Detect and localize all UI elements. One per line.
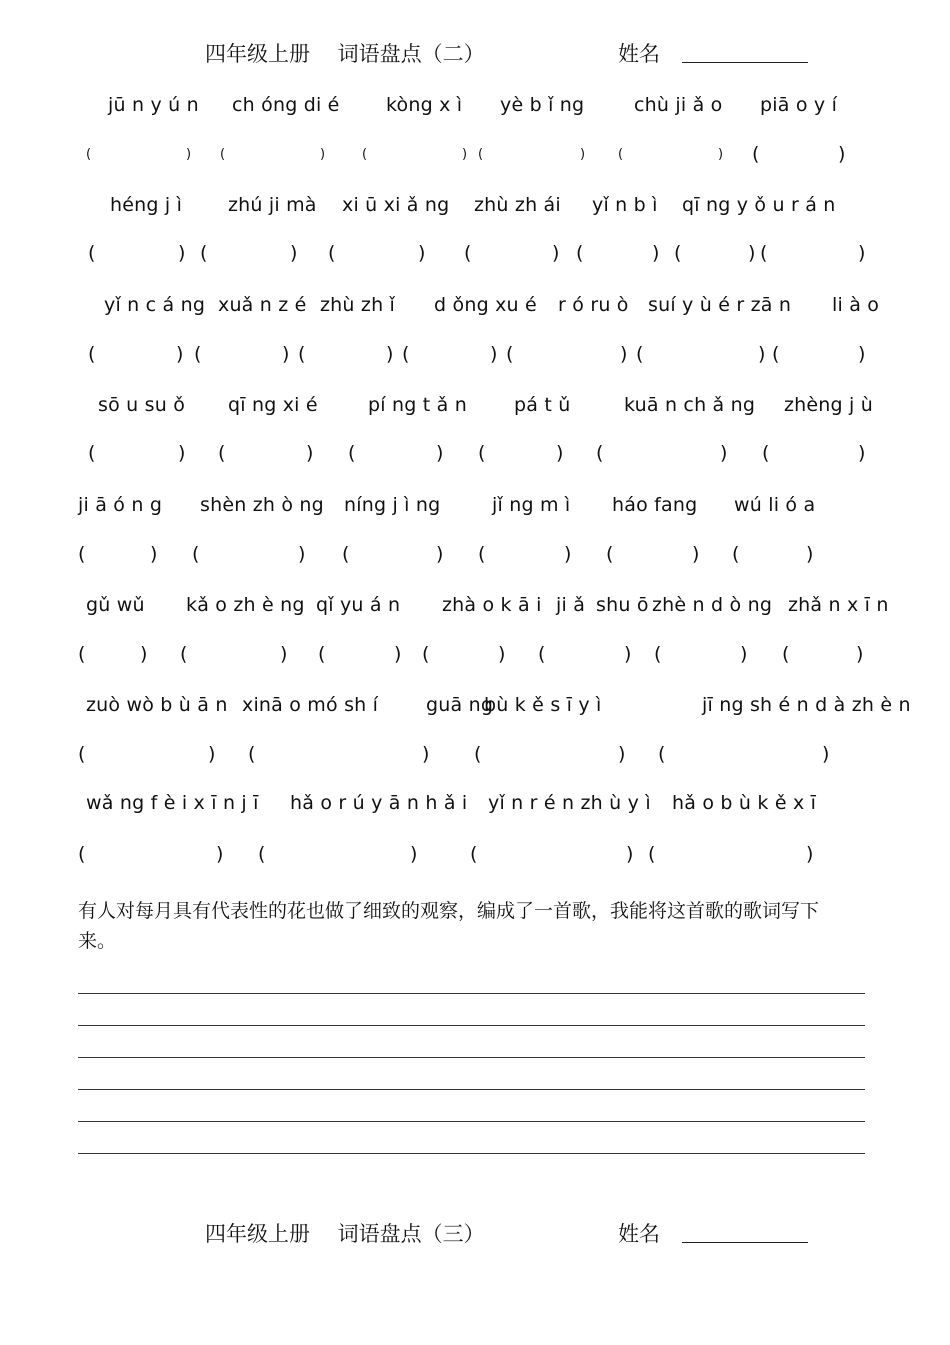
- close-paren: ): [280, 643, 288, 665]
- pinyin-word: pá t ǔ: [514, 394, 571, 416]
- open-paren: (: [732, 543, 740, 565]
- pinyin-word: zhú ji mà: [228, 194, 317, 216]
- pinyin-word: yè b ǐ ng: [500, 94, 585, 116]
- open-paren: (: [88, 442, 96, 464]
- open-paren: (: [328, 242, 336, 264]
- worksheet-header: [0, 38, 950, 68]
- name-label: 姓名: [618, 42, 660, 66]
- pinyin-word: níng j ì ng: [344, 494, 441, 516]
- open-paren: (: [506, 343, 514, 365]
- open-paren: (: [658, 743, 666, 765]
- pinyin-word: guā ng: [426, 694, 494, 716]
- pinyin-word: hǎ o b ù k ě x ī: [672, 792, 817, 814]
- name-label: 姓名: [618, 1222, 660, 1246]
- pinyin-word: jū n y ú n: [108, 94, 199, 116]
- open-paren: (: [180, 643, 188, 665]
- answer-row: [0, 242, 950, 270]
- open-paren: (: [88, 343, 96, 365]
- close-paren: ): [564, 543, 572, 565]
- open-paren: (: [478, 543, 486, 565]
- open-paren: (: [474, 743, 482, 765]
- writing-line[interactable]: [78, 1057, 865, 1058]
- open-paren: (: [478, 442, 486, 464]
- pinyin-word: xi ū xi ǎ ng: [342, 194, 450, 216]
- open-paren: (: [298, 343, 306, 365]
- close-paren: ): [806, 543, 814, 565]
- open-paren: (: [674, 242, 682, 264]
- close-paren: ): [856, 643, 864, 665]
- pinyin-word: chù ji ǎ o: [634, 94, 723, 116]
- pinyin-word: ch óng di é: [232, 94, 340, 116]
- pinyin-word: kǎ o zh è ng: [186, 594, 305, 616]
- open-paren: (: [362, 147, 368, 162]
- close-paren: ): [498, 643, 506, 665]
- open-paren: (: [78, 543, 86, 565]
- pinyin-row: [0, 594, 950, 622]
- writing-line[interactable]: [78, 1089, 865, 1090]
- pinyin-word: zhù zh ái: [474, 194, 561, 216]
- close-paren: ): [208, 743, 216, 765]
- writing-line[interactable]: [78, 1121, 865, 1122]
- pinyin-word: yǐ n b ì: [592, 194, 658, 216]
- close-paren: ): [436, 442, 444, 464]
- open-paren: (: [654, 643, 662, 665]
- pinyin-row: [0, 394, 950, 422]
- open-paren: (: [478, 147, 484, 162]
- open-paren: (: [422, 643, 430, 665]
- close-paren: ): [150, 543, 158, 565]
- pinyin-word: jǐ ng m ì: [492, 494, 571, 516]
- close-paren: ): [620, 343, 628, 365]
- close-paren: ): [624, 643, 632, 665]
- close-paren: ): [306, 442, 314, 464]
- pinyin-word: zhǎ n x ī n: [788, 594, 889, 616]
- open-paren: (: [636, 343, 644, 365]
- pinyin-word: qǐ yu á n: [316, 594, 401, 616]
- pinyin-row: [0, 94, 950, 122]
- pinyin-word: jī ng sh é n d à zh è n: [702, 694, 911, 716]
- open-paren: (: [78, 743, 86, 765]
- open-paren: (: [402, 343, 410, 365]
- pinyin-word: sō u su ǒ: [98, 394, 186, 416]
- open-paren: (: [470, 843, 478, 865]
- close-paren: ): [386, 343, 394, 365]
- pinyin-word: yǐ n c á ng: [104, 294, 206, 316]
- pinyin-row: [0, 694, 950, 722]
- close-paren: ): [556, 442, 564, 464]
- open-paren: (: [258, 843, 266, 865]
- close-paren: ): [490, 343, 498, 365]
- close-paren: ): [720, 442, 728, 464]
- answer-row: [0, 643, 950, 671]
- close-paren: ): [140, 643, 148, 665]
- open-paren: (: [782, 643, 790, 665]
- open-paren: (: [88, 242, 96, 264]
- pinyin-word: bù k ě s ī y ì: [484, 694, 602, 716]
- pinyin-word: ji ǎ: [556, 594, 586, 616]
- pinyin-word: zhù zh ǐ: [320, 294, 396, 316]
- close-paren: ): [838, 143, 846, 165]
- open-paren: (: [752, 143, 760, 165]
- close-paren: ): [394, 643, 402, 665]
- open-paren: (: [464, 242, 472, 264]
- pinyin-word: r ó ru ò: [558, 294, 629, 316]
- answer-row: [0, 442, 950, 470]
- name-blank[interactable]: [682, 1242, 808, 1243]
- close-paren: ): [320, 147, 326, 162]
- pinyin-word: zhè n d ò ng: [652, 594, 773, 616]
- open-paren: (: [318, 643, 326, 665]
- open-paren: (: [618, 147, 624, 162]
- pinyin-row: [0, 792, 950, 820]
- close-paren: ): [618, 743, 626, 765]
- writing-line[interactable]: [78, 993, 865, 994]
- close-paren: ): [216, 843, 224, 865]
- close-paren: ): [748, 242, 756, 264]
- pinyin-word: ji ā ó n g: [78, 494, 163, 516]
- close-paren: ): [186, 147, 192, 162]
- open-paren: (: [648, 843, 656, 865]
- pinyin-word: gǔ wǔ: [86, 594, 145, 616]
- open-paren: (: [192, 543, 200, 565]
- pinyin-word: d ǒng xu é: [434, 294, 537, 316]
- close-paren: ): [718, 147, 724, 162]
- close-paren: ): [652, 242, 660, 264]
- close-paren: ): [740, 643, 748, 665]
- pinyin-word: zhèng j ù: [784, 394, 874, 416]
- pinyin-word: xuǎ n z é: [218, 294, 307, 316]
- worksheet-header: [0, 1218, 950, 1248]
- close-paren: ): [580, 147, 586, 162]
- pinyin-word: wú li ó a: [734, 494, 816, 516]
- pinyin-word: héng j ì: [110, 194, 183, 216]
- close-paren: ): [552, 242, 560, 264]
- close-paren: ): [692, 543, 700, 565]
- pinyin-word: kuā n ch ǎ ng: [624, 394, 756, 416]
- close-paren: ): [176, 343, 184, 365]
- open-paren: (: [218, 442, 226, 464]
- pinyin-word: suí y ù é r zā n: [648, 294, 792, 316]
- worksheet-title: 四年级上册 词语盘点（三）: [205, 1222, 485, 1246]
- close-paren: ): [626, 843, 634, 865]
- close-paren: ): [858, 343, 866, 365]
- open-paren: (: [596, 442, 604, 464]
- pinyin-word: pí ng t ǎ n: [368, 394, 467, 416]
- writing-line[interactable]: [78, 1153, 865, 1154]
- pinyin-word: kòng x ì: [386, 94, 463, 116]
- open-paren: (: [772, 343, 780, 365]
- open-paren: (: [576, 242, 584, 264]
- pinyin-word: li à o: [832, 294, 880, 316]
- pinyin-word: wǎ ng f è i x ī n j ī: [86, 792, 259, 814]
- answer-row: [0, 743, 950, 771]
- close-paren: ): [418, 242, 426, 264]
- open-paren: (: [78, 643, 86, 665]
- open-paren: (: [348, 442, 356, 464]
- pinyin-word: xinā o mó sh í: [242, 694, 379, 716]
- close-paren: ): [178, 442, 186, 464]
- writing-line[interactable]: [78, 1025, 865, 1026]
- answer-row: [0, 543, 950, 571]
- open-paren: (: [248, 743, 256, 765]
- close-paren: ): [298, 543, 306, 565]
- writing-prompt: 有人对每月具有代表性的花也做了细致的观察，编成了一首歌，我能将这首歌的歌词写下来。: [78, 900, 820, 952]
- close-paren: ): [436, 543, 444, 565]
- pinyin-word: yǐ n r é n zh ù y ì: [488, 792, 651, 814]
- pinyin-word: zhà o k ā i: [442, 594, 542, 616]
- pinyin-word: háo fang: [612, 494, 698, 516]
- open-paren: (: [220, 147, 226, 162]
- pinyin-row: [0, 194, 950, 222]
- pinyin-row: [0, 494, 950, 522]
- close-paren: ): [282, 343, 290, 365]
- answer-row: [0, 343, 950, 371]
- open-paren: (: [538, 643, 546, 665]
- close-paren: ): [422, 743, 430, 765]
- answer-row: [0, 843, 950, 871]
- open-paren: (: [200, 242, 208, 264]
- close-paren: ): [410, 843, 418, 865]
- close-paren: ): [462, 147, 468, 162]
- open-paren: (: [760, 242, 768, 264]
- open-paren: (: [762, 442, 770, 464]
- pinyin-word: shèn zh ò ng: [200, 494, 324, 516]
- pinyin-word: qī ng y ǒ u r á n: [682, 194, 836, 216]
- pinyin-word: hǎ o r ú y ā n h ǎ i: [290, 792, 468, 814]
- open-paren: (: [606, 543, 614, 565]
- close-paren: ): [858, 242, 866, 264]
- close-paren: ): [822, 743, 830, 765]
- open-paren: (: [194, 343, 202, 365]
- close-paren: ): [858, 442, 866, 464]
- close-paren: ): [806, 843, 814, 865]
- answer-row: [0, 143, 950, 171]
- name-blank[interactable]: [682, 62, 808, 63]
- close-paren: ): [758, 343, 766, 365]
- open-paren: (: [86, 147, 92, 162]
- close-paren: ): [178, 242, 186, 264]
- open-paren: (: [78, 843, 86, 865]
- worksheet-title: 四年级上册 词语盘点（二）: [205, 42, 485, 66]
- pinyin-row: [0, 294, 950, 322]
- pinyin-word: qī ng xi é: [228, 394, 318, 416]
- pinyin-word: zuò wò b ù ā n: [86, 694, 228, 716]
- open-paren: (: [342, 543, 350, 565]
- pinyin-word: shu ō: [596, 594, 649, 616]
- pinyin-word: piā o y í: [760, 94, 838, 116]
- close-paren: ): [290, 242, 298, 264]
